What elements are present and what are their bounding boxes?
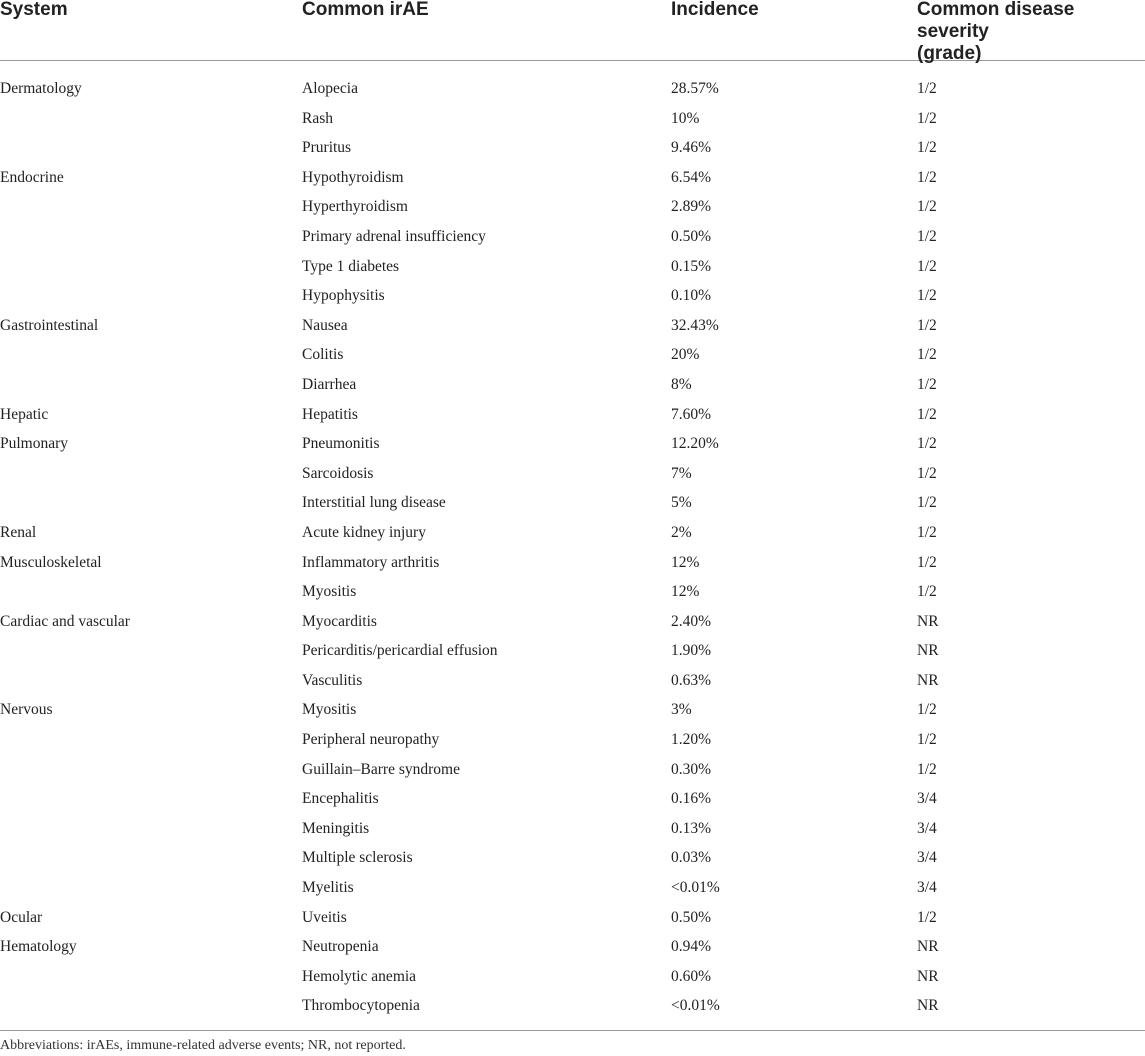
cell-common-irae: Myocarditis [302,612,377,630]
cell-severity-grade: 1/2 [917,168,937,186]
table-row [0,932,1145,962]
table-row [0,429,1145,459]
cell-severity-grade: 3/4 [917,790,937,808]
cell-incidence: 8% [671,375,692,393]
cell-incidence: 5% [671,494,692,512]
cell-common-irae: Interstitial lung disease [302,494,446,512]
cell-incidence: 0.50% [671,227,712,245]
cell-incidence: 12% [671,583,700,601]
table-row [0,252,1145,282]
cell-incidence: 12% [671,553,700,571]
cell-incidence: 0.15% [671,257,712,275]
table-row [0,548,1145,578]
cell-common-irae: Rash [302,109,333,127]
table-row [0,400,1145,430]
cell-common-irae: Peripheral neuropathy [302,731,440,749]
table-row [0,311,1145,341]
cell-common-irae: Encephalitis [302,790,379,808]
cell-incidence: 2% [671,523,692,541]
cell-severity-grade: 1/2 [917,346,937,364]
cell-incidence: 0.50% [671,908,712,926]
table-row [0,577,1145,607]
cell-severity-grade: 1/2 [917,435,937,453]
cell-system: Nervous [0,701,53,719]
table-row [0,518,1145,548]
table-row [0,340,1145,370]
cell-incidence: 6.54% [671,168,712,186]
cell-incidence: 9.46% [671,139,712,157]
table-row [0,814,1145,844]
table-header [0,0,1145,64]
cell-incidence: 0.10% [671,287,712,305]
cell-severity-grade: 1/2 [917,227,937,245]
cell-common-irae: Myositis [302,701,357,719]
cell-common-irae: Meningitis [302,819,370,837]
cell-common-irae: Hyperthyroidism [302,198,408,216]
cell-severity-grade: NR [917,997,939,1015]
cell-incidence: <0.01% [671,997,720,1015]
cell-common-irae: Nausea [302,316,348,334]
cell-common-irae: Alopecia [302,80,358,97]
cell-severity-grade: 3/4 [917,879,937,897]
table-row [0,607,1145,637]
table-row [0,281,1145,311]
cell-common-irae: Pruritus [302,139,352,157]
cell-incidence: 0.13% [671,819,712,837]
cell-severity-grade: 1/2 [917,316,937,334]
cell-incidence: 10% [671,109,700,127]
cell-severity-grade: 1/2 [917,494,937,512]
table-row [0,784,1145,814]
table-row [0,755,1145,785]
cell-common-irae: Sarcoidosis [302,464,374,482]
cell-severity-grade: NR [917,612,939,630]
cell-severity-grade: NR [917,938,939,956]
cell-severity-grade: 1/2 [917,198,937,216]
cell-incidence: 7.60% [671,405,712,423]
header-severity-grade: Common disease severity (grade) [917,0,1075,64]
table-row [0,873,1145,903]
cell-severity-grade: NR [917,671,939,689]
cell-severity-grade: 1/2 [917,760,937,778]
cell-incidence: 3% [671,701,692,719]
cell-common-irae: Primary adrenal insufficiency [302,227,486,245]
cell-incidence: 2.40% [671,612,712,630]
cell-system: Ocular [0,908,43,926]
cell-incidence: 32.43% [671,316,719,334]
cell-common-irae: Colitis [302,346,344,364]
table-footnote: Abbreviations: irAEs, immune-related adverse events; NR, not reported. [0,1038,406,1053]
cell-incidence: 0.16% [671,790,712,808]
table-row [0,636,1145,666]
table-row [0,104,1145,134]
table-row [0,163,1145,193]
table-row [0,74,1145,104]
cell-common-irae: Hepatitis [302,405,358,423]
table-row [0,666,1145,696]
cell-common-irae: Diarrhea [302,375,357,393]
cell-incidence: 0.03% [671,849,712,867]
table-row [0,459,1145,489]
cell-severity-grade: 1/2 [917,109,937,127]
header-incidence: Incidence [671,0,759,20]
cell-severity-grade: 1/2 [917,375,937,393]
cell-common-irae: Hemolytic anemia [302,967,417,985]
cell-severity-grade: 1/2 [917,553,937,571]
cell-incidence: 28.57% [671,80,719,97]
cell-incidence: 0.63% [671,671,712,689]
table-row [0,903,1145,933]
cell-common-irae: Thrombocytopenia [302,997,420,1015]
cell-severity-grade: 1/2 [917,731,937,749]
cell-common-irae: Type 1 diabetes [302,257,400,275]
cell-severity-grade: NR [917,967,939,985]
cell-severity-grade: 1/2 [917,287,937,305]
table-row [0,725,1145,755]
cell-incidence: <0.01% [671,879,720,897]
cell-severity-grade: 3/4 [917,819,937,837]
cell-common-irae: Myositis [302,583,357,601]
cell-incidence: 1.20% [671,731,712,749]
cell-system: Renal [0,523,37,541]
cell-system: Musculoskeletal [0,553,102,571]
table-row [0,488,1145,518]
cell-incidence: 0.94% [671,938,712,956]
cell-common-irae: Acute kidney injury [302,523,426,541]
table-row [0,843,1145,873]
cell-system: Cardiac and vascular [0,612,130,630]
cell-severity-grade: 1/2 [917,257,937,275]
cell-common-irae: Pneumonitis [302,435,380,453]
cell-system: Dermatology [0,80,82,97]
table-body [0,74,1145,1021]
cell-incidence: 1.90% [671,642,712,660]
header-common-irae: Common irAE [302,0,429,20]
table-row [0,222,1145,252]
cell-common-irae: Myelitis [302,879,354,897]
cell-incidence: 20% [671,346,700,364]
header-system: System [0,0,68,20]
table-row [0,133,1145,163]
cell-common-irae: Hypothyroidism [302,168,404,186]
cell-common-irae: Vasculitis [302,671,363,689]
cell-system: Hematology [0,938,77,956]
cell-common-irae: Neutropenia [302,938,379,956]
cell-severity-grade: 1/2 [917,139,937,157]
cell-severity-grade: 1/2 [917,908,937,926]
table-row [0,192,1145,222]
bottom-rule [0,1030,1145,1031]
cell-incidence: 2.89% [671,198,712,216]
table-row [0,370,1145,400]
table-row [0,695,1145,725]
cell-system: Hepatic [0,405,49,423]
cell-common-irae: Multiple sclerosis [302,849,413,867]
cell-system: Endocrine [0,168,64,186]
cell-common-irae: Hypophysitis [302,287,385,305]
cell-incidence: 7% [671,464,692,482]
cell-common-irae: Pericarditis/pericardial effusion [302,642,498,660]
table-row [0,991,1145,1021]
cell-incidence: 12.20% [671,435,719,453]
cell-common-irae: Guillain–Barre syndrome [302,760,460,778]
cell-incidence: 0.60% [671,967,712,985]
cell-severity-grade: 1/2 [917,701,937,719]
table-row [0,962,1145,992]
cell-severity-grade: 1/2 [917,523,937,541]
cell-common-irae: Uveitis [302,908,347,926]
cell-severity-grade: 3/4 [917,849,937,867]
cell-system: Pulmonary [0,435,69,453]
cell-severity-grade: 1/2 [917,80,937,97]
cell-severity-grade: 1/2 [917,464,937,482]
cell-severity-grade: 1/2 [917,405,937,423]
cell-severity-grade: 1/2 [917,583,937,601]
cell-system: Gastrointestinal [0,316,99,334]
cell-incidence: 0.30% [671,760,712,778]
cell-common-irae: Inflammatory arthritis [302,553,440,571]
cell-severity-grade: NR [917,642,939,660]
